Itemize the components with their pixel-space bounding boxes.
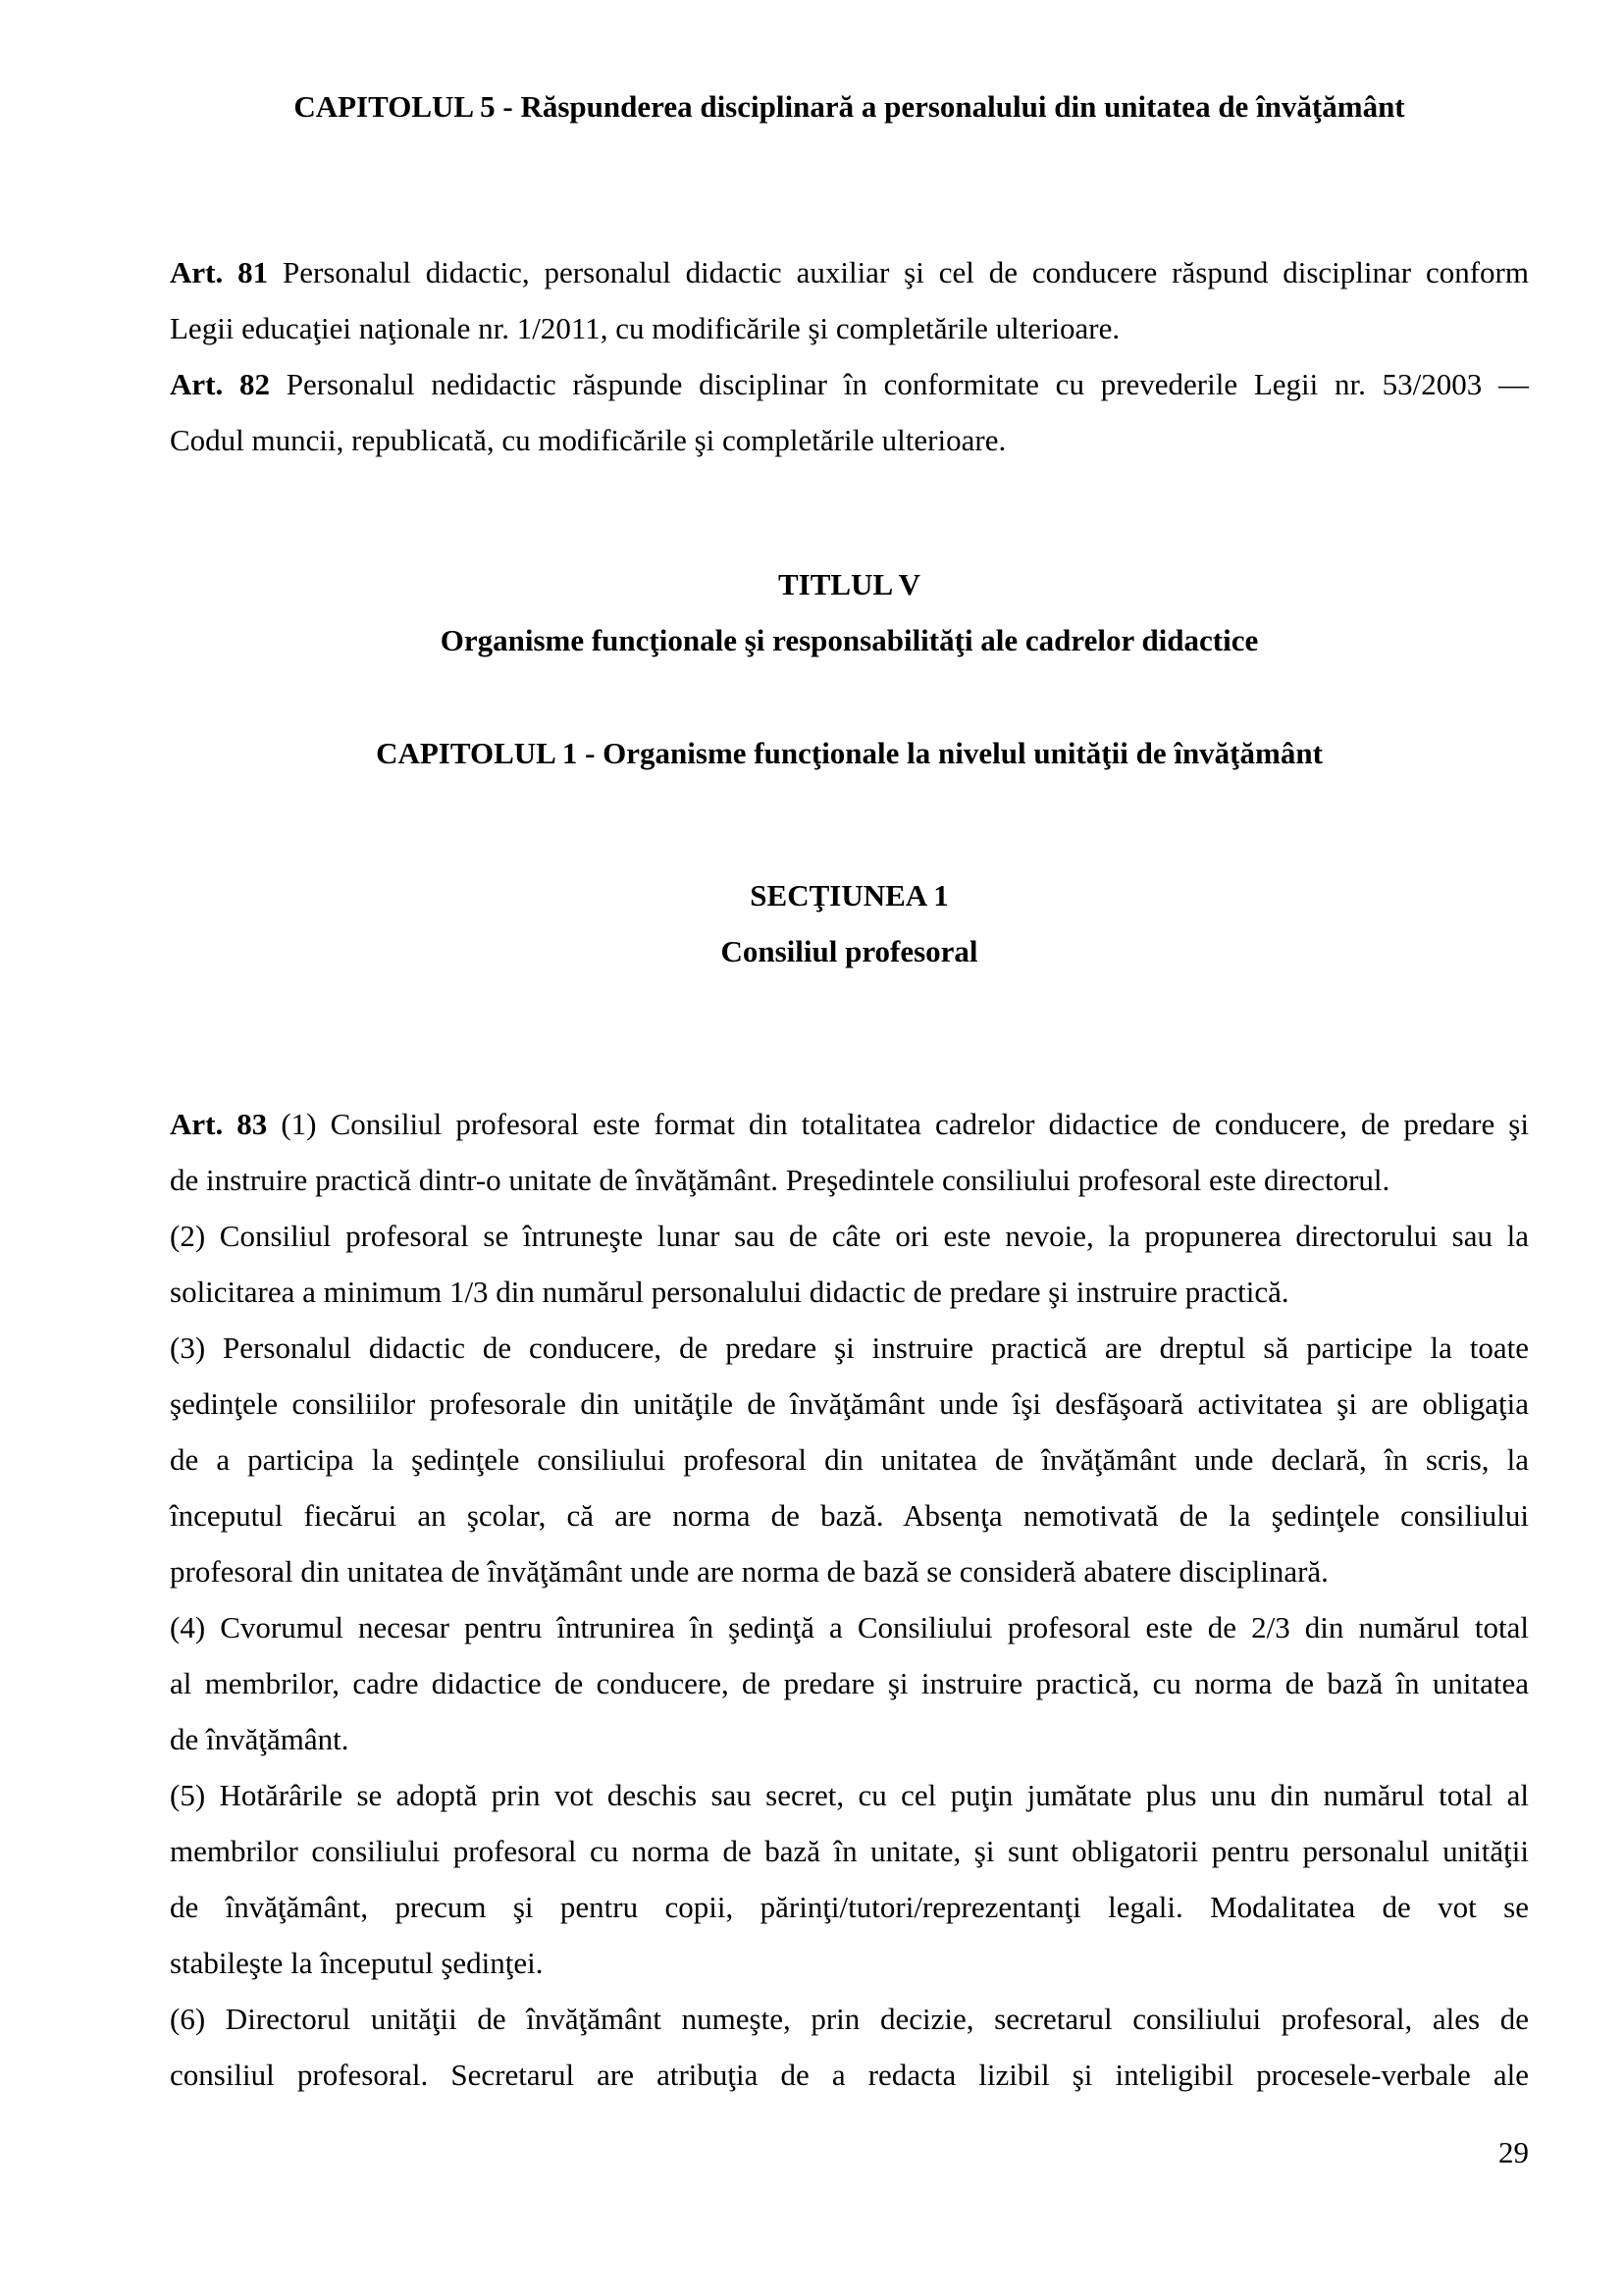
text-line: profesoral din unitatea de învăţământ unde are norma de bază se consideră abatere disciplinară. [170, 1554, 1329, 1589]
article-number-label: Art. 83 [170, 1107, 268, 1141]
section-1-heading-text: SECŢIUNEA 1 [750, 878, 949, 913]
text-line: (5) Hotărârile se adoptă prin vot deschis sau secret, cu cel puţin jumătate plus unu din numărul total al [170, 1778, 1529, 1812]
text-line: (4) Cvorumul necesar pentru întrunirea în şedinţă a Consiliului profesoral este de 2/3 din numărul total [170, 1610, 1529, 1644]
title-v-heading-text: TITLUL V [777, 567, 921, 601]
text-line: de învăţământ, precum şi pentru copii, părinţi/tutori/reprezentanţi legali. Modalitatea de vot se [170, 1890, 1529, 1924]
text-line: Art. 82 Personalul nedidactic răspunde disciplinar în conformitate cu prevederile Legii nr. 53/2003 — [170, 367, 1529, 401]
article-number-label: Art. 81 [170, 255, 269, 289]
article-number-label: Art. 82 [170, 367, 270, 401]
chapter-5-heading-text: CAPITOLUL 5 - Răspunderea disciplinară a personalului din unitatea de învăţământ [293, 89, 1405, 124]
page-number: 29 [1498, 2135, 1529, 2169]
section-1-subtitle-text: Consiliul profesoral [720, 934, 978, 968]
text-line: Art. 83 (1) Consiliul profesoral este format din totalitatea cadrelor didactice de conducere, de predare şi [170, 1107, 1529, 1141]
text-line: al membrilor, cadre didactice de conducere, de predare şi instruire practică, cu norma de bază în unitatea [170, 1666, 1529, 1700]
section-1-heading [170, 867, 1529, 979]
article-83-paragraphs [170, 1096, 1529, 2103]
chapter-5-heading [170, 78, 1529, 134]
text-line: de a participa la şedinţele consiliului profesoral din unitatea de învăţământ unde declară, în scris, la [170, 1442, 1529, 1477]
text-line: (6) Directorul unităţii de învăţământ numeşte, prin decizie, secretarul consiliului profesoral, ales de [170, 2002, 1529, 2036]
text-line: stabileşte la începutul şedinţei. [170, 1946, 544, 1980]
articles-81-82-paragraphs [170, 244, 1529, 468]
title-v-subtitle-text: Organisme funcţionale şi responsabilităţi ale cadrelor didactice [440, 623, 1259, 657]
text-line: Codul muncii, republicată, cu modificările şi completările ulterioare. [170, 423, 1007, 457]
text-line: (3) Personalul didactic de conducere, de predare şi instruire practică are dreptul să participe la toate [170, 1330, 1529, 1365]
text-line: Legii educaţiei naţionale nr. 1/2011, cu modificările şi completările ulterioare. [170, 311, 1121, 345]
text-line: (2) Consiliul profesoral se întruneşte lunar sau de câte ori este nevoie, la propunerea directorului sau la [170, 1219, 1529, 1253]
text-line: solicitarea a minimum 1/3 din numărul personalului didactic de predare şi instruire practică. [170, 1275, 1289, 1309]
text-line: şedinţele consiliilor profesorale din unităţile de învăţământ unde îşi desfăşoară activitatea şi are obligaţia [170, 1386, 1529, 1421]
text-line: consiliul profesoral. Secretarul are atribuţia de a redacta lizibil şi inteligibil procesele-verbale ale [170, 2058, 1529, 2092]
chapter-1-heading [170, 725, 1529, 781]
title-v-heading [170, 556, 1529, 668]
text-line: de învăţământ. [170, 1722, 349, 1756]
text-line: membrilor consiliului profesoral cu norma de bază în unitate, şi sunt obligatorii pentru personalul unităţii [170, 1834, 1529, 1868]
text-line: Art. 81 Personalul didactic, personalul didactic auxiliar şi cel de conducere răspund disciplinar conform [170, 255, 1529, 289]
text-line: începutul fiecărui an şcolar, că are norma de bază. Absenţa nemotivată de la şedinţele consiliului [170, 1498, 1529, 1533]
chapter-1-heading-text: CAPITOLUL 1 - Organisme funcţionale la nivelul unităţii de învăţământ [376, 736, 1323, 770]
text-line: de instruire practică dintr-o unitate de învăţământ. Preşedintele consiliului profesoral este directorul. [170, 1163, 1390, 1197]
